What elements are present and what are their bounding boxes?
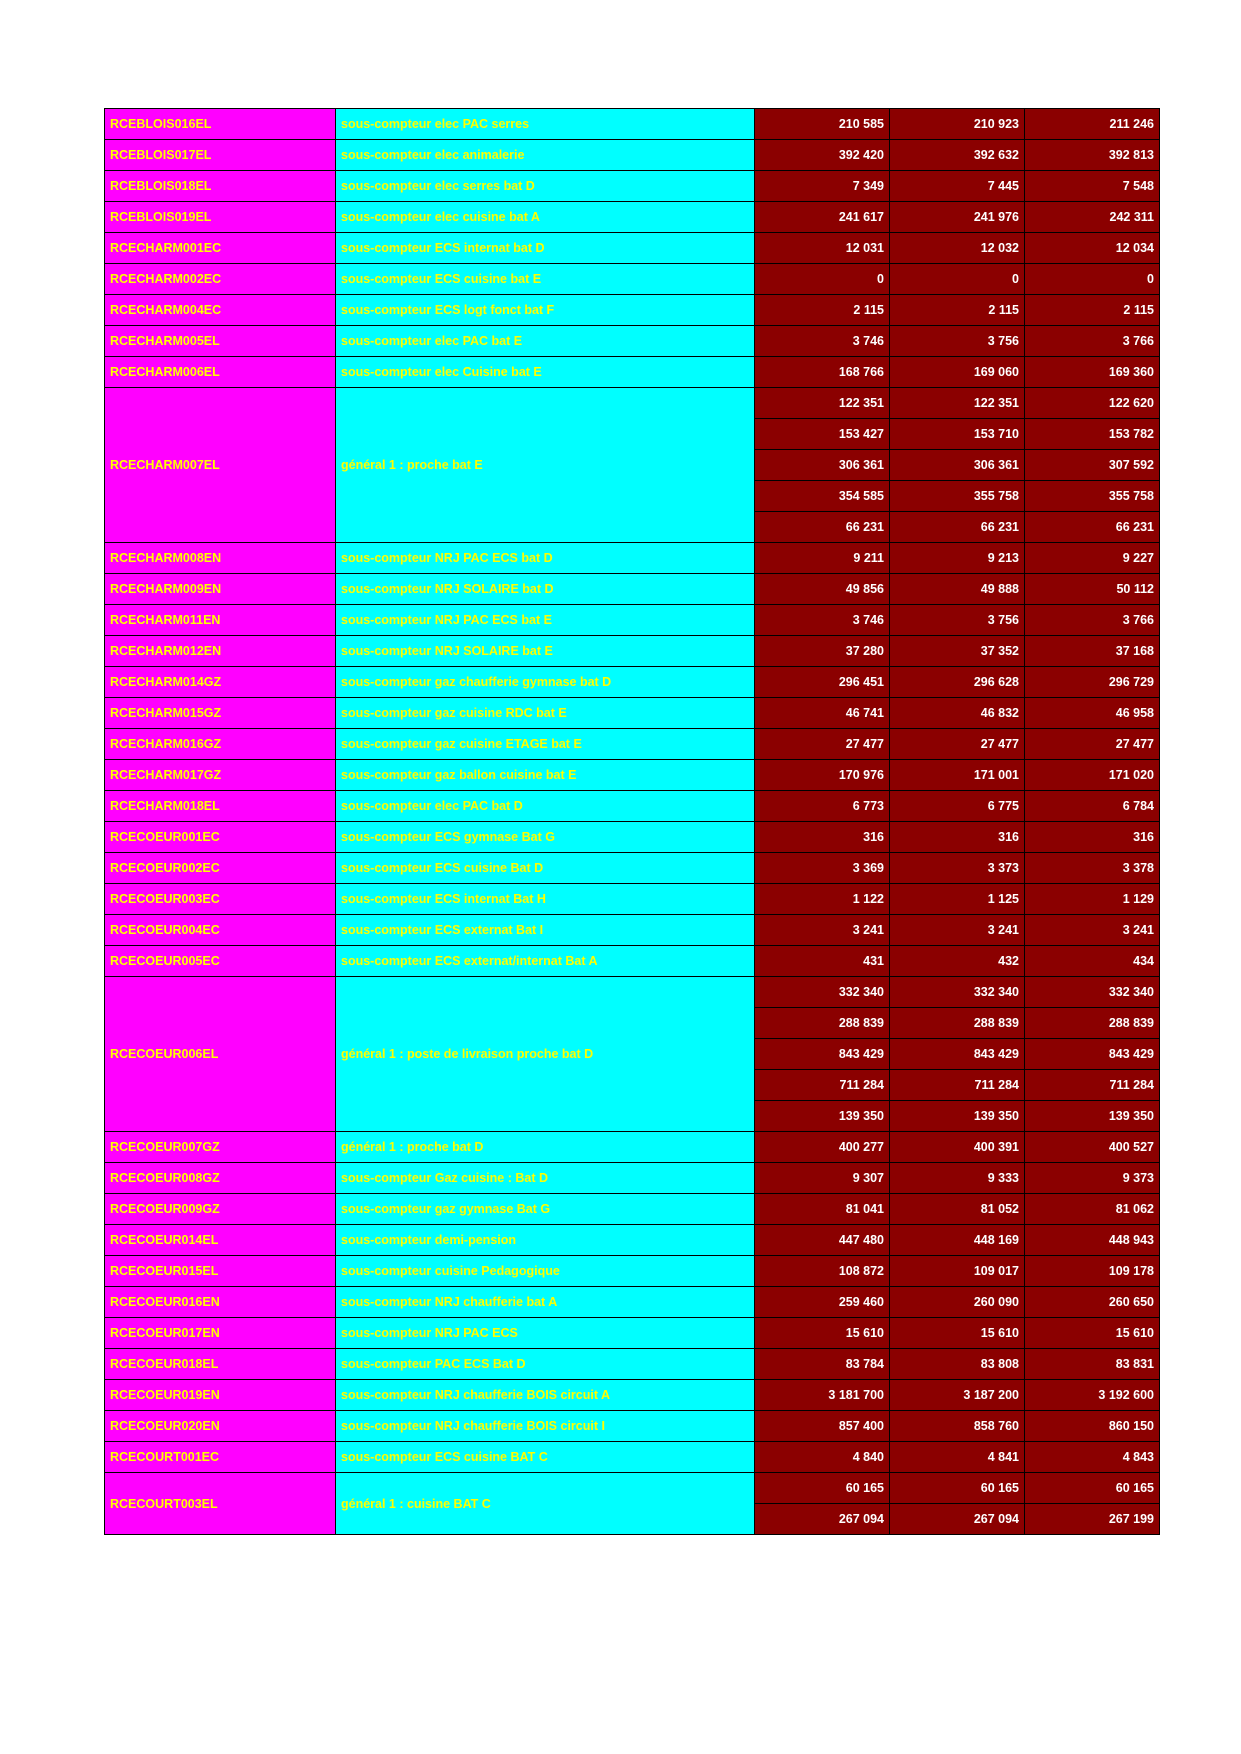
table-row [105,915,1160,946]
meter-code-cell: RCECHARM016GZ [105,729,336,760]
meter-value-cell: 109 017 [890,1256,1025,1287]
meter-value-cell: 267 094 [755,1504,890,1535]
meter-value-cell: 288 839 [755,1008,890,1039]
meter-label-cell: sous-compteur ECS cuisine bat E [336,264,755,295]
meter-code-cell: RCECOEUR015EL [105,1256,336,1287]
meter-value-cell: 843 429 [890,1039,1025,1070]
meter-code-cell: RCECOEUR020EN [105,1411,336,1442]
meter-value-cell: 83 784 [755,1349,890,1380]
meter-value-cell: 15 610 [890,1318,1025,1349]
meter-label-cell: sous-compteur elec PAC bat D [336,791,755,822]
meter-value-cell: 434 [1025,946,1160,977]
meter-label-cell: général 1 : proche bat E [336,388,755,543]
meter-code-cell: RCECHARM001EC [105,233,336,264]
meter-value-cell: 60 165 [890,1473,1025,1504]
meter-label-cell: sous-compteur NRJ chaufferie BOIS circuit I [336,1411,755,1442]
meter-code-cell: RCECHARM006EL [105,357,336,388]
meter-code-cell: RCECHARM012EN [105,636,336,667]
meter-value-cell: 267 199 [1025,1504,1160,1535]
meter-value-cell: 122 351 [890,388,1025,419]
meter-value-cell: 448 169 [890,1225,1025,1256]
meters-table-body [105,109,1160,1535]
meter-value-cell: 81 062 [1025,1194,1160,1225]
meter-value-cell: 3 766 [1025,326,1160,357]
meter-value-cell: 296 729 [1025,667,1160,698]
meter-value-cell: 27 477 [890,729,1025,760]
meter-value-cell: 12 032 [890,233,1025,264]
table-row [105,1194,1160,1225]
meter-value-cell: 860 150 [1025,1411,1160,1442]
meter-value-cell: 2 115 [1025,295,1160,326]
meter-value-cell: 171 020 [1025,760,1160,791]
table-row [105,264,1160,295]
meter-code-cell: RCECOEUR017EN [105,1318,336,1349]
meter-value-cell: 288 839 [1025,1008,1160,1039]
meter-value-cell: 332 340 [755,977,890,1008]
meter-value-cell: 3 181 700 [755,1380,890,1411]
table-row [105,543,1160,574]
meter-value-cell: 448 943 [1025,1225,1160,1256]
meter-value-cell: 1 122 [755,884,890,915]
meters-table [104,108,1160,1535]
meter-label-cell: sous-compteur ECS logt fonct bat F [336,295,755,326]
meter-code-cell: RCECOEUR014EL [105,1225,336,1256]
table-row [105,1132,1160,1163]
meter-value-cell: 431 [755,946,890,977]
meter-value-cell: 432 [890,946,1025,977]
table-row [105,1380,1160,1411]
meter-label-cell: sous-compteur Gaz cuisine : Bat D [336,1163,755,1194]
meter-value-cell: 3 192 600 [1025,1380,1160,1411]
table-row [105,1411,1160,1442]
meter-value-cell: 60 165 [1025,1473,1160,1504]
meter-label-cell: sous-compteur ECS gymnase Bat G [336,822,755,853]
meter-value-cell: 858 760 [890,1411,1025,1442]
meter-value-cell: 4 840 [755,1442,890,1473]
meter-label-cell: sous-compteur NRJ chaufferie bat A [336,1287,755,1318]
meter-value-cell: 3 241 [755,915,890,946]
meters-table-container [104,108,1154,1535]
table-row [105,202,1160,233]
meter-value-cell: 153 427 [755,419,890,450]
meter-label-cell: sous-compteur ECS externat/internat Bat A [336,946,755,977]
meter-value-cell: 37 168 [1025,636,1160,667]
meter-value-cell: 843 429 [1025,1039,1160,1070]
meter-value-cell: 7 349 [755,171,890,202]
meter-value-cell: 169 360 [1025,357,1160,388]
meter-code-cell: RCECHARM009EN [105,574,336,605]
meter-value-cell: 296 451 [755,667,890,698]
meter-code-cell: RCECHARM002EC [105,264,336,295]
meter-value-cell: 3 378 [1025,853,1160,884]
meter-value-cell: 4 841 [890,1442,1025,1473]
meter-value-cell: 711 284 [890,1070,1025,1101]
table-row [105,946,1160,977]
meter-value-cell: 711 284 [755,1070,890,1101]
meter-value-cell: 15 610 [1025,1318,1160,1349]
meter-label-cell: sous-compteur NRJ PAC ECS [336,1318,755,1349]
meter-code-cell: RCECOEUR003EC [105,884,336,915]
meter-value-cell: 9 333 [890,1163,1025,1194]
table-row [105,233,1160,264]
table-row [105,822,1160,853]
meter-value-cell: 139 350 [755,1101,890,1132]
meter-value-cell: 332 340 [1025,977,1160,1008]
table-row [105,1318,1160,1349]
meter-label-cell: sous-compteur NRJ SOLAIRE bat E [336,636,755,667]
meter-value-cell: 49 856 [755,574,890,605]
meter-label-cell: sous-compteur ECS internat bat D [336,233,755,264]
meter-value-cell: 210 923 [890,109,1025,140]
meter-value-cell: 153 710 [890,419,1025,450]
meter-value-cell: 66 231 [1025,512,1160,543]
meter-value-cell: 9 373 [1025,1163,1160,1194]
meter-label-cell: sous-compteur gaz cuisine ETAGE bat E [336,729,755,760]
meter-value-cell: 3 746 [755,605,890,636]
table-row [105,295,1160,326]
meter-value-cell: 15 610 [755,1318,890,1349]
meter-label-cell: sous-compteur gaz ballon cuisine bat E [336,760,755,791]
meter-code-cell: RCEBLOIS017EL [105,140,336,171]
meter-code-cell: RCECOEUR001EC [105,822,336,853]
meter-label-cell: sous-compteur gaz chaufferie gymnase bat D [336,667,755,698]
meter-label-cell: sous-compteur elec serres bat D [336,171,755,202]
table-row [105,667,1160,698]
meter-value-cell: 122 620 [1025,388,1160,419]
meter-value-cell: 316 [890,822,1025,853]
meter-value-cell: 9 227 [1025,543,1160,574]
meter-label-cell: sous-compteur ECS externat Bat I [336,915,755,946]
meter-value-cell: 37 352 [890,636,1025,667]
meter-value-cell: 3 766 [1025,605,1160,636]
table-row [105,605,1160,636]
meter-value-cell: 139 350 [1025,1101,1160,1132]
meter-value-cell: 1 125 [890,884,1025,915]
table-row [105,1473,1160,1504]
meter-value-cell: 447 480 [755,1225,890,1256]
meter-value-cell: 3 187 200 [890,1380,1025,1411]
meter-label-cell: sous-compteur ECS internat Bat H [336,884,755,915]
meter-code-cell: RCECHARM017GZ [105,760,336,791]
meter-value-cell: 3 373 [890,853,1025,884]
meter-code-cell: RCECOEUR009GZ [105,1194,336,1225]
meter-value-cell: 3 756 [890,605,1025,636]
meter-value-cell: 46 832 [890,698,1025,729]
meter-value-cell: 109 178 [1025,1256,1160,1287]
meter-code-cell: RCECOEUR004EC [105,915,336,946]
meter-value-cell: 9 307 [755,1163,890,1194]
table-row [105,388,1160,419]
meter-code-cell: RCECOURT001EC [105,1442,336,1473]
meter-code-cell: RCECHARM004EC [105,295,336,326]
meter-value-cell: 0 [1025,264,1160,295]
meter-value-cell: 260 650 [1025,1287,1160,1318]
meter-value-cell: 288 839 [890,1008,1025,1039]
meter-value-cell: 7 548 [1025,171,1160,202]
meter-value-cell: 3 241 [1025,915,1160,946]
meter-code-cell: RCECOEUR018EL [105,1349,336,1380]
meter-value-cell: 46 741 [755,698,890,729]
meter-value-cell: 2 115 [755,295,890,326]
meter-value-cell: 392 632 [890,140,1025,171]
meter-code-cell: RCECOEUR007GZ [105,1132,336,1163]
meter-value-cell: 306 361 [755,450,890,481]
meter-label-cell: général 1 : proche bat D [336,1132,755,1163]
meter-value-cell: 153 782 [1025,419,1160,450]
meter-code-cell: RCECOEUR005EC [105,946,336,977]
meter-value-cell: 139 350 [890,1101,1025,1132]
meter-value-cell: 81 052 [890,1194,1025,1225]
meter-value-cell: 6 775 [890,791,1025,822]
meter-value-cell: 354 585 [755,481,890,512]
meter-value-cell: 170 976 [755,760,890,791]
table-row [105,1349,1160,1380]
meter-value-cell: 332 340 [890,977,1025,1008]
meter-value-cell: 210 585 [755,109,890,140]
meter-label-cell: sous-compteur cuisine Pedagogique [336,1256,755,1287]
meter-label-cell: sous-compteur gaz gymnase Bat G [336,1194,755,1225]
meter-value-cell: 122 351 [755,388,890,419]
meter-value-cell: 259 460 [755,1287,890,1318]
meter-value-cell: 211 246 [1025,109,1160,140]
meter-value-cell: 296 628 [890,667,1025,698]
meter-value-cell: 27 477 [1025,729,1160,760]
table-row [105,574,1160,605]
meter-value-cell: 81 041 [755,1194,890,1225]
meter-value-cell: 27 477 [755,729,890,760]
meter-code-cell: RCECHARM015GZ [105,698,336,729]
meter-value-cell: 241 617 [755,202,890,233]
meter-value-cell: 242 311 [1025,202,1160,233]
table-row [105,977,1160,1008]
meter-value-cell: 3 241 [890,915,1025,946]
meter-label-cell: sous-compteur demi-pension [336,1225,755,1256]
meter-value-cell: 3 369 [755,853,890,884]
meter-value-cell: 12 031 [755,233,890,264]
table-row [105,760,1160,791]
meter-value-cell: 9 211 [755,543,890,574]
table-row [105,884,1160,915]
meter-label-cell: sous-compteur NRJ PAC ECS bat D [336,543,755,574]
table-row [105,1163,1160,1194]
meter-value-cell: 171 001 [890,760,1025,791]
table-row [105,636,1160,667]
meter-value-cell: 260 090 [890,1287,1025,1318]
meter-value-cell: 241 976 [890,202,1025,233]
meter-value-cell: 9 213 [890,543,1025,574]
meter-label-cell: sous-compteur elec PAC serres [336,109,755,140]
meter-label-cell: sous-compteur elec animalerie [336,140,755,171]
meter-value-cell: 355 758 [890,481,1025,512]
meter-value-cell: 108 872 [755,1256,890,1287]
meter-value-cell: 400 391 [890,1132,1025,1163]
meter-value-cell: 267 094 [890,1504,1025,1535]
meter-code-cell: RCECOEUR002EC [105,853,336,884]
meter-value-cell: 316 [755,822,890,853]
meter-value-cell: 857 400 [755,1411,890,1442]
meter-value-cell: 711 284 [1025,1070,1160,1101]
meter-code-cell: RCECHARM007EL [105,388,336,543]
meter-label-cell: général 1 : poste de livraison proche bat D [336,977,755,1132]
meter-code-cell: RCEBLOIS016EL [105,109,336,140]
meter-code-cell: RCECHARM014GZ [105,667,336,698]
meter-label-cell: général 1 : cuisine BAT C [336,1473,755,1535]
meter-value-cell: 400 527 [1025,1132,1160,1163]
meter-value-cell: 306 361 [890,450,1025,481]
meter-code-cell: RCECHARM008EN [105,543,336,574]
table-row [105,1225,1160,1256]
meter-value-cell: 50 112 [1025,574,1160,605]
meter-value-cell: 66 231 [890,512,1025,543]
table-row [105,791,1160,822]
meter-code-cell: RCECHARM018EL [105,791,336,822]
meter-value-cell: 400 277 [755,1132,890,1163]
meter-label-cell: sous-compteur elec PAC bat E [336,326,755,357]
meter-code-cell: RCECHARM011EN [105,605,336,636]
table-row [105,109,1160,140]
meter-value-cell: 83 831 [1025,1349,1160,1380]
meter-code-cell: RCECHARM005EL [105,326,336,357]
meter-value-cell: 3 756 [890,326,1025,357]
meter-label-cell: sous-compteur gaz cuisine RDC bat E [336,698,755,729]
meter-value-cell: 168 766 [755,357,890,388]
meter-label-cell: sous-compteur ECS cuisine Bat D [336,853,755,884]
table-row [105,140,1160,171]
meter-label-cell: sous-compteur NRJ SOLAIRE bat D [336,574,755,605]
meter-value-cell: 1 129 [1025,884,1160,915]
meter-code-cell: RCEBLOIS018EL [105,171,336,202]
table-row [105,357,1160,388]
table-row [105,853,1160,884]
meter-label-cell: sous-compteur elec Cuisine bat E [336,357,755,388]
meter-value-cell: 355 758 [1025,481,1160,512]
table-row [105,1256,1160,1287]
meter-value-cell: 4 843 [1025,1442,1160,1473]
meter-value-cell: 83 808 [890,1349,1025,1380]
table-row [105,171,1160,202]
meter-code-cell: RCEBLOIS019EL [105,202,336,233]
meter-value-cell: 0 [890,264,1025,295]
meter-value-cell: 7 445 [890,171,1025,202]
meter-value-cell: 307 592 [1025,450,1160,481]
meter-value-cell: 37 280 [755,636,890,667]
meter-label-cell: sous-compteur ECS cuisine BAT C [336,1442,755,1473]
meter-label-cell: sous-compteur NRJ chaufferie BOIS circuit A [336,1380,755,1411]
meter-value-cell: 6 784 [1025,791,1160,822]
meter-code-cell: RCECOURT003EL [105,1473,336,1535]
meter-value-cell: 49 888 [890,574,1025,605]
table-row [105,698,1160,729]
table-row [105,1287,1160,1318]
table-row [105,729,1160,760]
meter-code-cell: RCECOEUR016EN [105,1287,336,1318]
meter-value-cell: 60 165 [755,1473,890,1504]
meter-code-cell: RCECOEUR019EN [105,1380,336,1411]
meter-label-cell: sous-compteur elec cuisine bat A [336,202,755,233]
meter-value-cell: 6 773 [755,791,890,822]
meter-value-cell: 12 034 [1025,233,1160,264]
meter-value-cell: 169 060 [890,357,1025,388]
meter-value-cell: 2 115 [890,295,1025,326]
meter-value-cell: 3 746 [755,326,890,357]
meter-value-cell: 66 231 [755,512,890,543]
meter-code-cell: RCECOEUR008GZ [105,1163,336,1194]
table-row [105,326,1160,357]
meter-label-cell: sous-compteur PAC ECS Bat D [336,1349,755,1380]
meter-value-cell: 46 958 [1025,698,1160,729]
meter-value-cell: 316 [1025,822,1160,853]
meter-value-cell: 392 813 [1025,140,1160,171]
meter-code-cell: RCECOEUR006EL [105,977,336,1132]
meter-value-cell: 392 420 [755,140,890,171]
meter-value-cell: 843 429 [755,1039,890,1070]
table-row [105,1442,1160,1473]
meter-value-cell: 0 [755,264,890,295]
meter-label-cell: sous-compteur NRJ PAC ECS bat E [336,605,755,636]
